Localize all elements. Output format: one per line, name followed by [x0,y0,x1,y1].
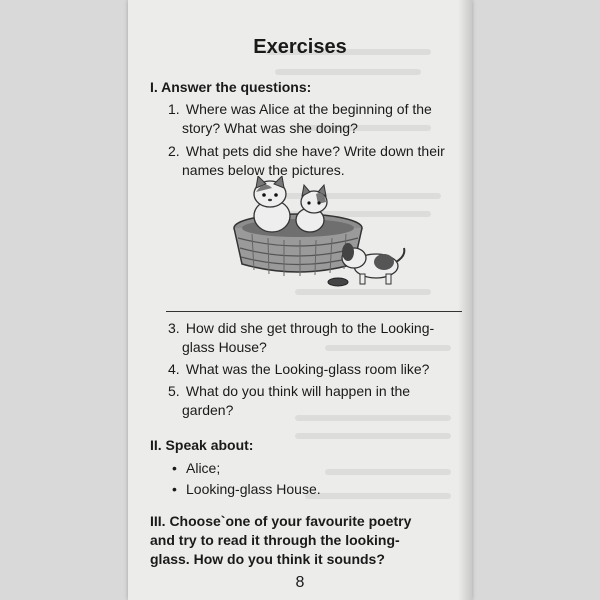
question-2 [168,142,468,180]
section-3-line-2: and try to read it through the looking- [150,532,400,548]
question-4 [168,360,468,379]
question-3-number: 3. [168,320,180,336]
question-1-line-1: Where was Alice at the beginning of the [185,101,432,117]
book-page [128,0,472,600]
question-2-line-1: What pets did she have? Write down their [185,143,445,159]
speak-item-looking-glass-house [172,480,321,499]
question-4-line-1: What was the Looking-glass room like? [185,361,430,377]
section-1-heading: I. Answer the questions: [150,79,312,95]
speak-item-alice [172,459,220,478]
question-2-line-2: names below the pictures. [182,162,345,178]
section-2-heading: II. Speak about: [150,437,254,453]
page-title: Exercises [253,36,347,58]
page-number: 8 [295,574,305,591]
question-5 [168,382,468,420]
question-5-line-2: garden? [182,402,234,418]
question-4-number: 4. [168,361,180,377]
question-5-number: 5. [168,383,180,399]
section-3-line-1: III. Choose`one of your favourite poetry [150,513,412,529]
speak-item-label: Alice; [186,460,221,476]
question-2-number: 2. [168,143,180,159]
section-3-task [150,512,466,569]
cat-icon [254,176,290,232]
answer-line [166,311,462,312]
question-3 [168,319,468,357]
question-3-line-1: How did she get through to the Looking- [185,320,435,336]
speak-item-label: Looking-glass House. [186,481,321,497]
bullet-icon: • [172,460,177,476]
question-5-line-1: What do you think will happen in the [185,383,411,399]
section-3-line-3: glass. How do you think it sounds? [150,551,385,567]
question-1 [168,100,468,138]
pets-illustration [228,176,408,296]
bullet-icon: • [172,481,177,497]
question-1-line-2: story? What was she doing? [182,120,358,136]
question-1-number: 1. [168,101,180,117]
kitten-icon [296,185,327,232]
question-3-line-2: glass House? [182,339,267,355]
